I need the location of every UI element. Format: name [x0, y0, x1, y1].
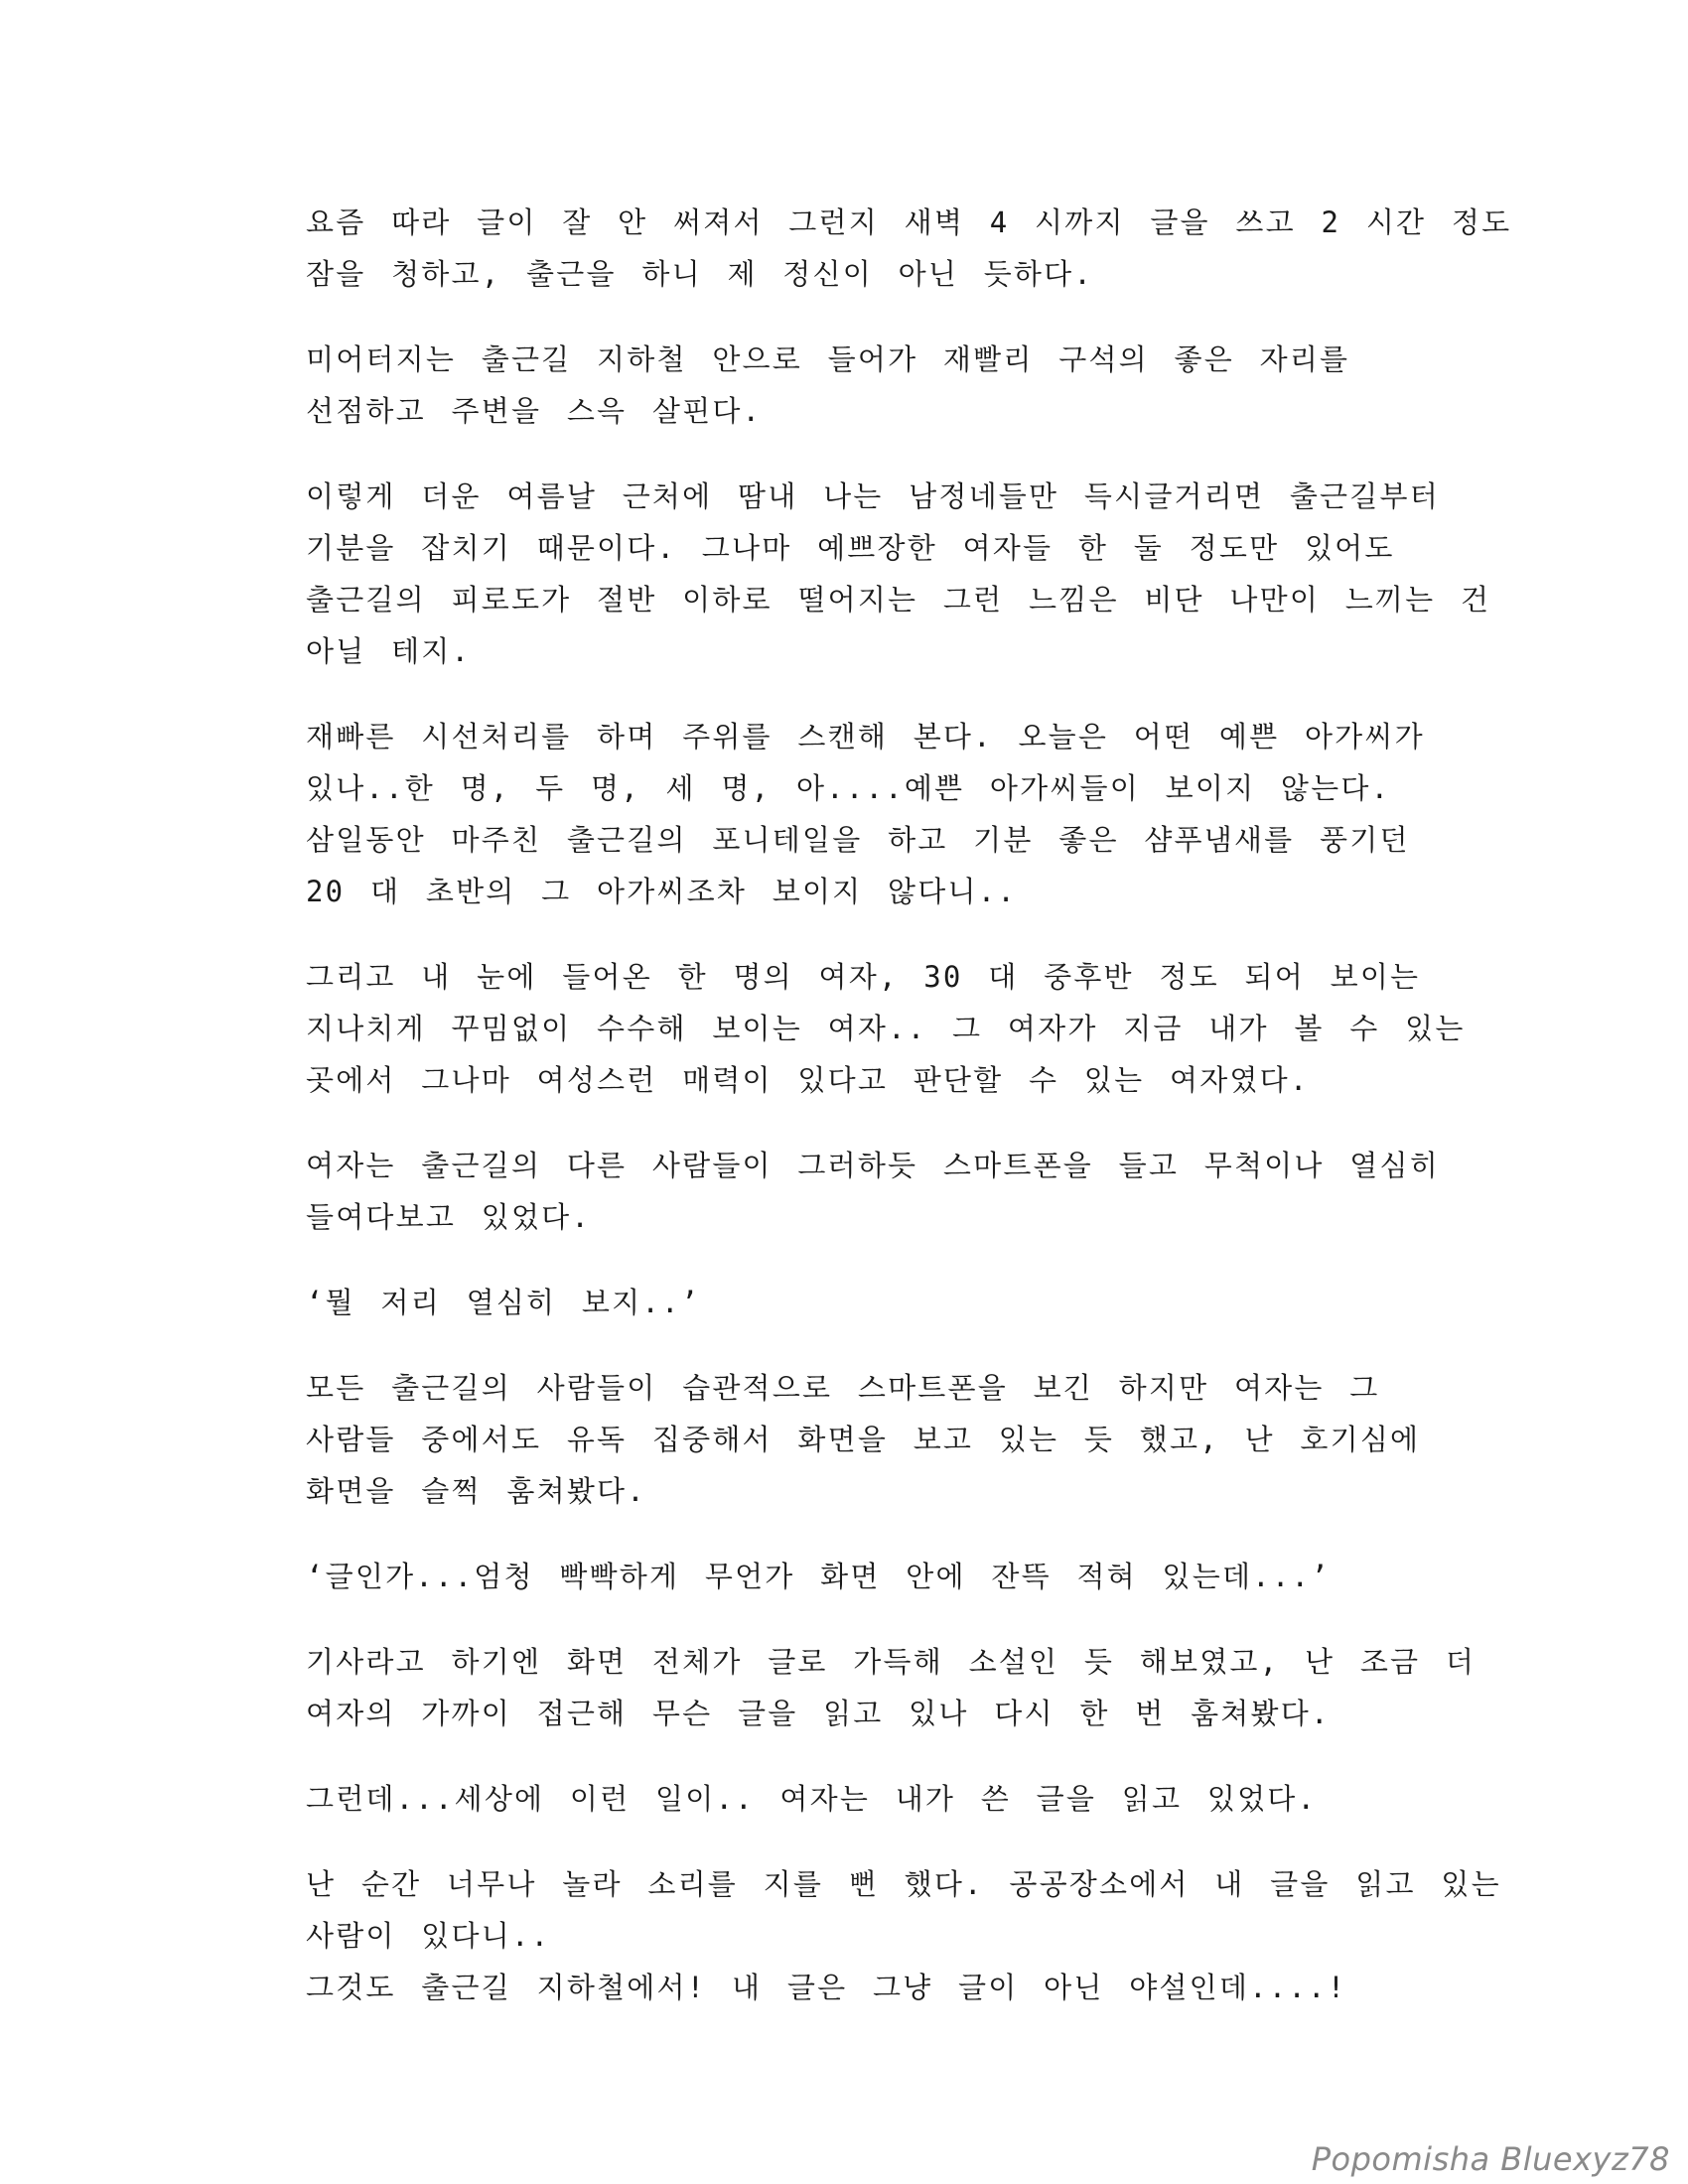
text-line: 그런데...세상에 이런 일이.. 여자는 내가 쓴 글을 읽고 있었다.: [306, 1782, 1318, 1816]
paragraph: [306, 711, 1425, 917]
text-line: 여자의 가까이 접근해 무슨 글을 읽고 있나 다시 한 번 훔쳐봤다.: [306, 1697, 1331, 1730]
text-line: 그리고 내 눈에 들어온 한 명의 여자, 30 대 중후반 정도 되어 보이는: [306, 960, 1421, 994]
text-line: 재빠른 시선처리를 하며 주위를 스캔해 본다. 오늘은 어떤 예쁜 아가씨가: [306, 720, 1425, 753]
text-line: 기분을 잡치기 때문이다. 그나마 예쁘장한 여자들 한 둘 정도만 있어도: [306, 531, 1395, 565]
text-line: 모든 출근길의 사람들이 습관적으로 스마트폰을 보긴 하지만 여자는 그: [306, 1371, 1380, 1405]
paragraph: [306, 197, 1512, 300]
text-line: 난 순간 너무나 놀라 소리를 지를 뻔 했다. 공공장소에서 내 글을 읽고 있는: [306, 1867, 1501, 1901]
text-line: 삼일동안 마주친 출근길의 포니테일을 하고 기분 좋은 샴푸냄새를 풍기던: [306, 823, 1410, 857]
text-line: 요즘 따라 글이 잘 안 써져서 그런지 새벽 4 시까지 글을 쓰고 2 시간 정도: [306, 205, 1512, 239]
text-line: 있나..한 명, 두 명, 세 명, 아....예쁜 아가씨들이 보이지 않는다.: [306, 771, 1391, 805]
paragraph: [306, 951, 1466, 1106]
text-line: 그것도 출근길 지하철에서! 내 글은 그냥 글이 아닌 야설인데....!: [306, 1971, 1347, 2004]
text-line: 출근길의 피로도가 절반 이하로 떨어지는 그런 느낌은 비단 나만이 느끼는 건: [306, 583, 1491, 616]
paragraph: [306, 1362, 1421, 1517]
text-line: 들여다보고 있었다.: [306, 1200, 592, 1234]
paragraph: [306, 1636, 1477, 1739]
text-line: ‘글인가...엄청 빡빡하게 무언가 화면 안에 잔뜩 적혀 있는데...’: [306, 1560, 1331, 1593]
story-text: [306, 197, 1512, 2047]
paragraph: [306, 1858, 1501, 2013]
text-line: 기사라고 하기엔 화면 전체가 글로 가득해 소설인 듯 해보였고, 난 조금 더: [306, 1645, 1477, 1679]
paragraph: [306, 334, 1408, 437]
text-line: 사람이 있다니..: [306, 1919, 551, 1953]
paragraph: [306, 1551, 1408, 1602]
text-line: 여자는 출근길의 다른 사람들이 그러하듯 스마트폰을 들고 무척이나 열심히: [306, 1149, 1440, 1182]
paragraph: [306, 1773, 1408, 1825]
text-line: 지나치게 꾸밈없이 수수해 보이는 여자.. 그 여자가 지금 내가 볼 수 있는: [306, 1012, 1466, 1045]
paragraph: [306, 471, 1491, 677]
text-line: 이렇게 더운 여름날 근처에 땀내 나는 남정네들만 득시글거리면 출근길부터: [306, 479, 1440, 513]
text-line: 미어터지는 출근길 지하철 안으로 들어가 재빨리 구석의 좋은 자리를: [306, 342, 1350, 376]
text-line: ‘뭘 저리 열심히 보지..’: [306, 1286, 701, 1319]
paragraph: [306, 1140, 1440, 1243]
watermark: Popomisha Bluexyz78: [1311, 2140, 1670, 2178]
paragraph: [306, 1277, 1408, 1328]
text-line: 사람들 중에서도 유독 집중해서 화면을 보고 있는 듯 했고, 난 호기심에: [306, 1423, 1421, 1456]
text-line: 곳에서 그나마 여성스런 매력이 있다고 판단할 수 있는 여자였다.: [306, 1063, 1310, 1097]
text-line: 잠을 청하고, 출근을 하니 제 정신이 아닌 듯하다.: [306, 257, 1094, 291]
text-line: 선점하고 주변을 스윽 살핀다.: [306, 394, 763, 428]
text-line: 화면을 슬쩍 훔쳐봤다.: [306, 1474, 646, 1508]
text-line: 아닐 테지.: [306, 634, 472, 668]
text-line: 20 대 초반의 그 아가씨조차 보이지 않다니..: [306, 875, 1018, 908]
